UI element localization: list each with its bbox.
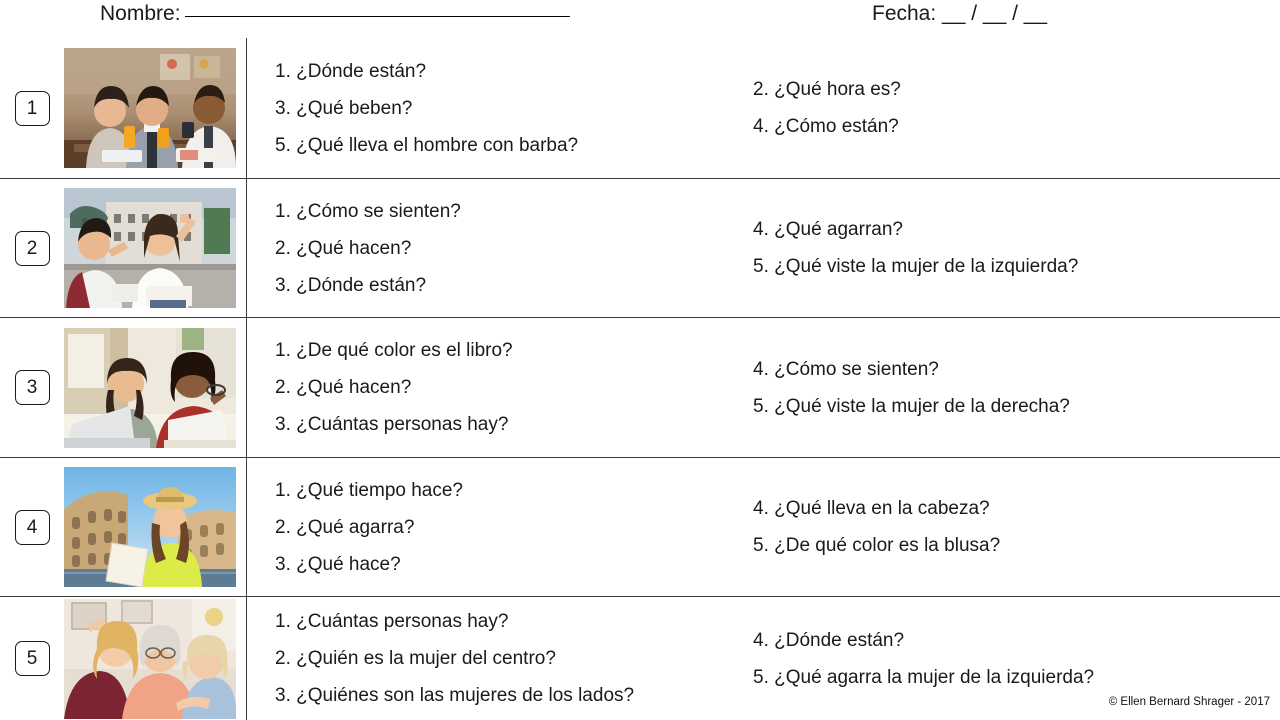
row-photo-cell <box>64 38 246 178</box>
row-questions-cell <box>246 318 1280 457</box>
question-item: 1. ¿Qué tiempo hace? <box>275 479 463 501</box>
row-questions-cell <box>246 179 1280 317</box>
row-photo-cell <box>64 458 246 596</box>
row-questions-cell <box>246 458 1280 596</box>
row-photo-cell <box>64 318 246 457</box>
question-item: 3. ¿Dónde están? <box>275 274 427 296</box>
question-item: 3. ¿Quiénes son las mujeres de los lados? <box>275 685 635 706</box>
row-number-badge: 4 <box>15 510 50 545</box>
two-tourists-with-map-in-city-plaza-photo <box>64 188 236 308</box>
worksheet-header <box>0 0 1280 38</box>
two-women-studying-with-laptop-photo <box>64 328 236 448</box>
question-item: 4. ¿Cómo están? <box>753 116 899 137</box>
question-item: 5. ¿Qué agarra la mujer de la izquierda? <box>753 666 1095 688</box>
questions-column-right <box>753 211 1280 285</box>
table-row <box>0 457 1280 596</box>
name-field-group <box>100 2 570 26</box>
copyright-notice: © Ellen Bernard Shrager - 2017 <box>1108 696 1270 708</box>
row-photo-cell <box>64 179 246 317</box>
question-item: 2. ¿Qué hacen? <box>275 377 412 398</box>
row-questions-cell <box>246 38 1280 178</box>
row-number-badge: 5 <box>15 641 50 676</box>
question-item: 3. ¿Qué hace? <box>275 553 401 575</box>
row-number-badge: 2 <box>15 231 50 266</box>
question-item: 2. ¿Qué hora es? <box>753 79 901 100</box>
woman-with-hat-and-map-at-colosseum-photo <box>64 467 236 587</box>
cafe-three-people-drinking-juice-photo <box>64 48 236 168</box>
row-number-cell <box>0 318 64 457</box>
row-number-badge: 3 <box>15 370 50 405</box>
questions-column-left <box>275 472 753 583</box>
date-field-group[interactable]: Fecha: __ / __ / __ <box>872 2 1048 25</box>
questions-column-left <box>275 53 753 164</box>
table-row <box>0 38 1280 178</box>
row-photo-cell <box>64 597 246 720</box>
row-number-cell <box>0 597 64 720</box>
row-number-cell <box>0 458 64 596</box>
questions-column-right <box>753 351 1280 425</box>
question-item: 1. ¿Cómo se sienten? <box>275 200 461 222</box>
table-row <box>0 317 1280 457</box>
question-item: 5. ¿Qué lleva el hombre con barba? <box>275 134 579 156</box>
question-item: 2. ¿Qué hacen? <box>275 237 412 259</box>
question-item: 2. ¿Quién es la mujer del centro? <box>275 648 556 669</box>
questions-column-right <box>753 71 1280 145</box>
question-item: 5. ¿De qué color es la blusa? <box>753 535 1001 556</box>
question-item: 1. ¿De qué color es el libro? <box>275 340 513 361</box>
row-number-cell <box>0 38 64 178</box>
questions-column-right <box>753 490 1280 564</box>
name-label: Nombre: <box>100 2 181 25</box>
question-item: 2. ¿Qué agarra? <box>275 516 415 538</box>
questions-column-left <box>275 193 753 304</box>
question-item: 1. ¿Dónde están? <box>275 60 427 82</box>
question-item: 4. ¿Qué lleva en la cabeza? <box>753 498 990 519</box>
three-women-taking-selfie-on-couch-photo <box>64 599 236 719</box>
row-number-cell <box>0 179 64 317</box>
question-item: 3. ¿Qué beben? <box>275 97 413 119</box>
question-item: 5. ¿Qué viste la mujer de la izquierda? <box>753 256 1079 277</box>
table-row <box>0 596 1280 720</box>
questions-column-right <box>753 622 1280 696</box>
question-item: 4. ¿Cómo se sienten? <box>753 358 939 380</box>
questions-table <box>0 38 1280 720</box>
name-write-in-line[interactable] <box>185 15 570 17</box>
row-number-badge: 1 <box>15 91 50 126</box>
question-item: 5. ¿Qué viste la mujer de la derecha? <box>753 395 1070 417</box>
question-item: 3. ¿Cuántas personas hay? <box>275 414 509 435</box>
question-item: 4. ¿Dónde están? <box>753 629 905 651</box>
questions-column-left <box>275 603 753 714</box>
question-item: 1. ¿Cuántas personas hay? <box>275 611 509 632</box>
question-item: 4. ¿Qué agarran? <box>753 219 903 240</box>
table-row <box>0 178 1280 317</box>
questions-column-left <box>275 332 753 443</box>
